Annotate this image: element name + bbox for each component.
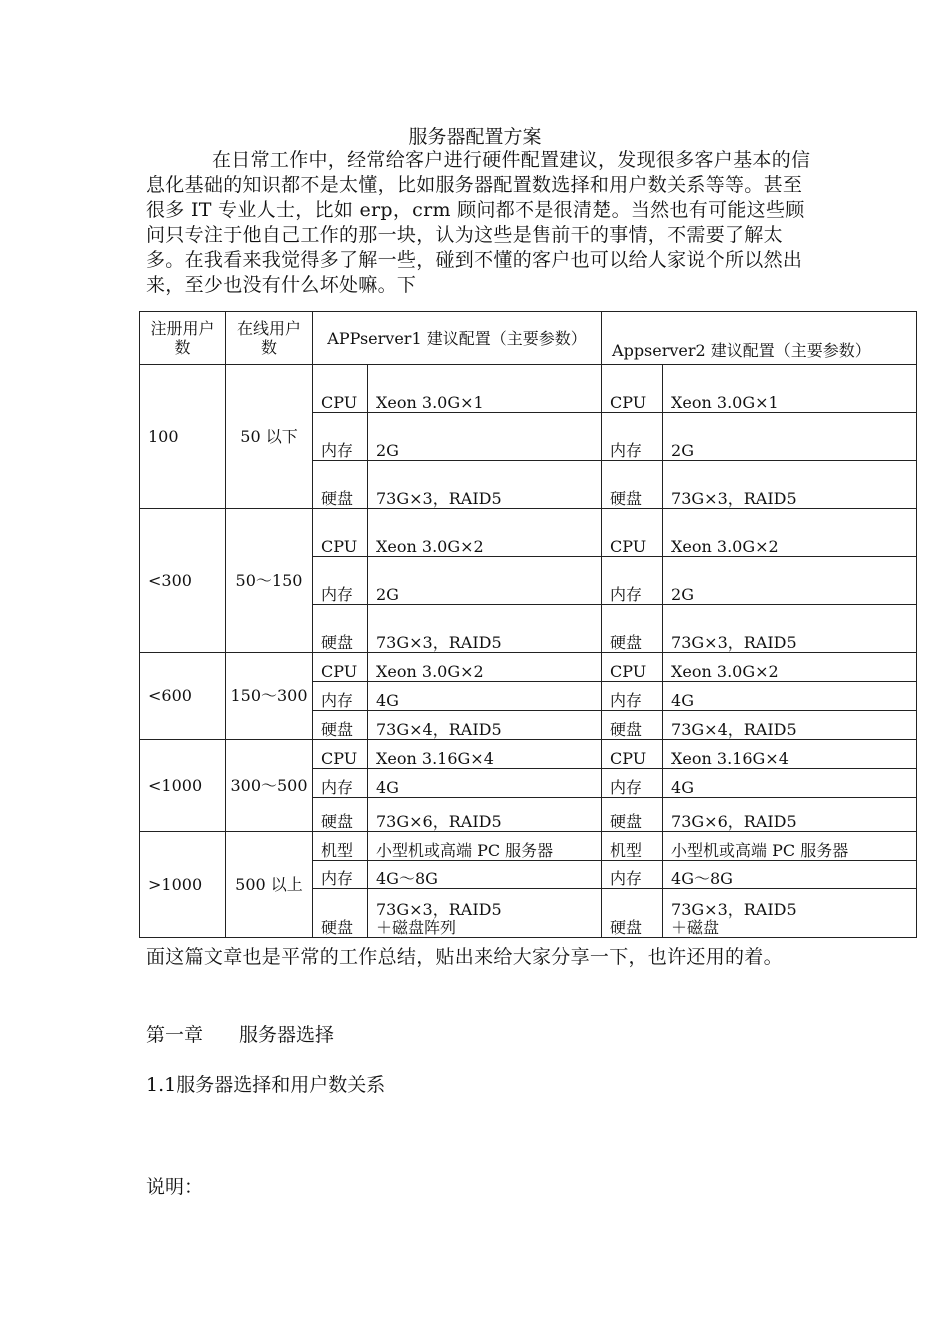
reg-users-cell: >1000 xyxy=(140,832,226,938)
table-row xyxy=(140,832,917,861)
spec-label: 内存 xyxy=(602,861,663,889)
spec-label: 内存 xyxy=(313,861,368,889)
chapter-title: 服务器选择 xyxy=(239,1024,335,1046)
disk-line: 73G×3，RAID5 xyxy=(671,900,797,919)
disk-line: 73G×3，RAID5 xyxy=(376,900,502,919)
table-header-row xyxy=(140,312,917,365)
spec-label: 硬盘 xyxy=(602,461,663,509)
spec-label: 内存 xyxy=(313,413,368,461)
spec-label: 硬盘 xyxy=(313,605,368,653)
online-users-cell: 500 以上 xyxy=(226,832,313,938)
section-heading xyxy=(146,1070,385,1097)
spec-value: 2G xyxy=(663,413,917,461)
reg-users-cell: <300 xyxy=(140,509,226,653)
disk-line: ＋磁盘阵列 xyxy=(376,918,457,937)
spec-label: 机型 xyxy=(313,832,368,861)
chapter-heading xyxy=(146,1020,334,1047)
spec-value: Xeon 3.0G×2 xyxy=(368,509,602,557)
spec-value: Xeon 3.0G×2 xyxy=(663,653,917,682)
spec-label: 内存 xyxy=(602,413,663,461)
spec-value: 2G xyxy=(368,413,602,461)
spec-value: 73G×4，RAID5 xyxy=(368,711,602,740)
spec-value: 2G xyxy=(368,557,602,605)
spec-value: 2G xyxy=(663,557,917,605)
section-number: 1.1 xyxy=(146,1074,177,1096)
document-title: 服务器配置方案 xyxy=(408,126,542,148)
spec-value: 4G xyxy=(368,682,602,711)
spec-value: 73G×3，RAID5 xyxy=(663,605,917,653)
outro-paragraph xyxy=(146,945,816,969)
spec-value: Xeon 3.16G×4 xyxy=(368,740,602,769)
spec-label: 内存 xyxy=(602,682,663,711)
spec-label: CPU xyxy=(313,509,368,557)
spec-label: 内存 xyxy=(602,769,663,798)
outro-text: 面这篇文章也是平常的工作总结，贴出来给大家分享一下，也许还用的着。 xyxy=(146,946,783,968)
spec-value: Xeon 3.0G×2 xyxy=(663,509,917,557)
reg-users-cell: 100 xyxy=(140,365,226,509)
spec-label: CPU xyxy=(313,653,368,682)
header-app1: APPserver1 建议配置（主要参数） xyxy=(313,312,602,365)
reg-users-cell: <600 xyxy=(140,653,226,740)
spec-value: 73G×4，RAID5 xyxy=(663,711,917,740)
spec-label: 硬盘 xyxy=(602,889,663,938)
spec-label: 内存 xyxy=(313,682,368,711)
spec-label: CPU xyxy=(313,365,368,413)
spec-label: 内存 xyxy=(313,557,368,605)
intro-paragraph xyxy=(146,148,816,298)
spec-label: 硬盘 xyxy=(602,605,663,653)
spec-value: Xeon 3.0G×1 xyxy=(368,365,602,413)
online-users-cell: 50～150 xyxy=(226,509,313,653)
spec-value: 4G xyxy=(663,682,917,711)
spec-value: 73G×6，RAID5 xyxy=(368,798,602,832)
table-row xyxy=(140,365,917,413)
spec-value-disk xyxy=(368,889,602,938)
table-row xyxy=(140,509,917,557)
spec-label: 内存 xyxy=(313,769,368,798)
online-users-cell: 300～500 xyxy=(226,740,313,832)
section-title: 服务器选择和用户数关系 xyxy=(176,1074,386,1096)
spec-value: 4G～8G xyxy=(368,861,602,889)
spec-label: 硬盘 xyxy=(313,798,368,832)
table-row xyxy=(140,740,917,769)
spec-value: Xeon 3.16G×4 xyxy=(663,740,917,769)
online-users-cell: 50 以下 xyxy=(226,365,313,509)
chapter-number: 第一章 xyxy=(146,1024,204,1046)
spec-value: 73G×3，RAID5 xyxy=(368,605,602,653)
spec-value: 4G xyxy=(663,769,917,798)
spec-label: 硬盘 xyxy=(313,711,368,740)
spec-label: CPU xyxy=(602,653,663,682)
spec-label: 内存 xyxy=(602,557,663,605)
spec-label: 硬盘 xyxy=(602,711,663,740)
header-online-users: 在线用户数 xyxy=(226,312,313,365)
spec-label: 硬盘 xyxy=(602,798,663,832)
spec-value: 73G×3，RAID5 xyxy=(368,461,602,509)
spec-value: 4G xyxy=(368,769,602,798)
note-label: 说明： xyxy=(146,1176,204,1198)
spec-value: 小型机或高端 PC 服务器 xyxy=(368,832,602,861)
spec-label: 硬盘 xyxy=(313,461,368,509)
disk-line: ＋磁盘 xyxy=(671,918,720,937)
spec-label: CPU xyxy=(602,740,663,769)
intro-text: 在日常工作中，经常给客户进行硬件配置建议，发现很多客户基本的信息化基础的知识都不是太懂，比如服务器配置数选择和用户数关系等等。甚至很多 IT 专业人士，比如 erp，crm 顾问都不是很清楚。当然也有可能这些顾问只专注于他自己工作的那一块，认为这些是售前干的事情，不需要了解太多。在我看来我觉得多了解一些，碰到不懂的客户也可以给人家说个所以然出来，至少也没有什么坏处嘛。下 xyxy=(146,149,811,296)
spec-value: 73G×3，RAID5 xyxy=(663,461,917,509)
spec-value: 73G×6，RAID5 xyxy=(663,798,917,832)
spec-label: CPU xyxy=(602,509,663,557)
reg-users-cell: <1000 xyxy=(140,740,226,832)
header-reg-users: 注册用户数 xyxy=(140,312,226,365)
spec-value: Xeon 3.0G×1 xyxy=(663,365,917,413)
spec-label: 机型 xyxy=(602,832,663,861)
spec-value: Xeon 3.0G×2 xyxy=(368,653,602,682)
server-config-table xyxy=(139,311,917,938)
spec-value: 4G～8G xyxy=(663,861,917,889)
spec-value: 小型机或高端 PC 服务器 xyxy=(663,832,917,861)
online-users-cell: 150～300 xyxy=(226,653,313,740)
spec-value-disk xyxy=(663,889,917,938)
spec-label: CPU xyxy=(602,365,663,413)
spec-label: 硬盘 xyxy=(313,889,368,938)
spec-label: CPU xyxy=(313,740,368,769)
header-app2: Appserver2 建议配置（主要参数） xyxy=(602,312,917,365)
table-row xyxy=(140,653,917,682)
